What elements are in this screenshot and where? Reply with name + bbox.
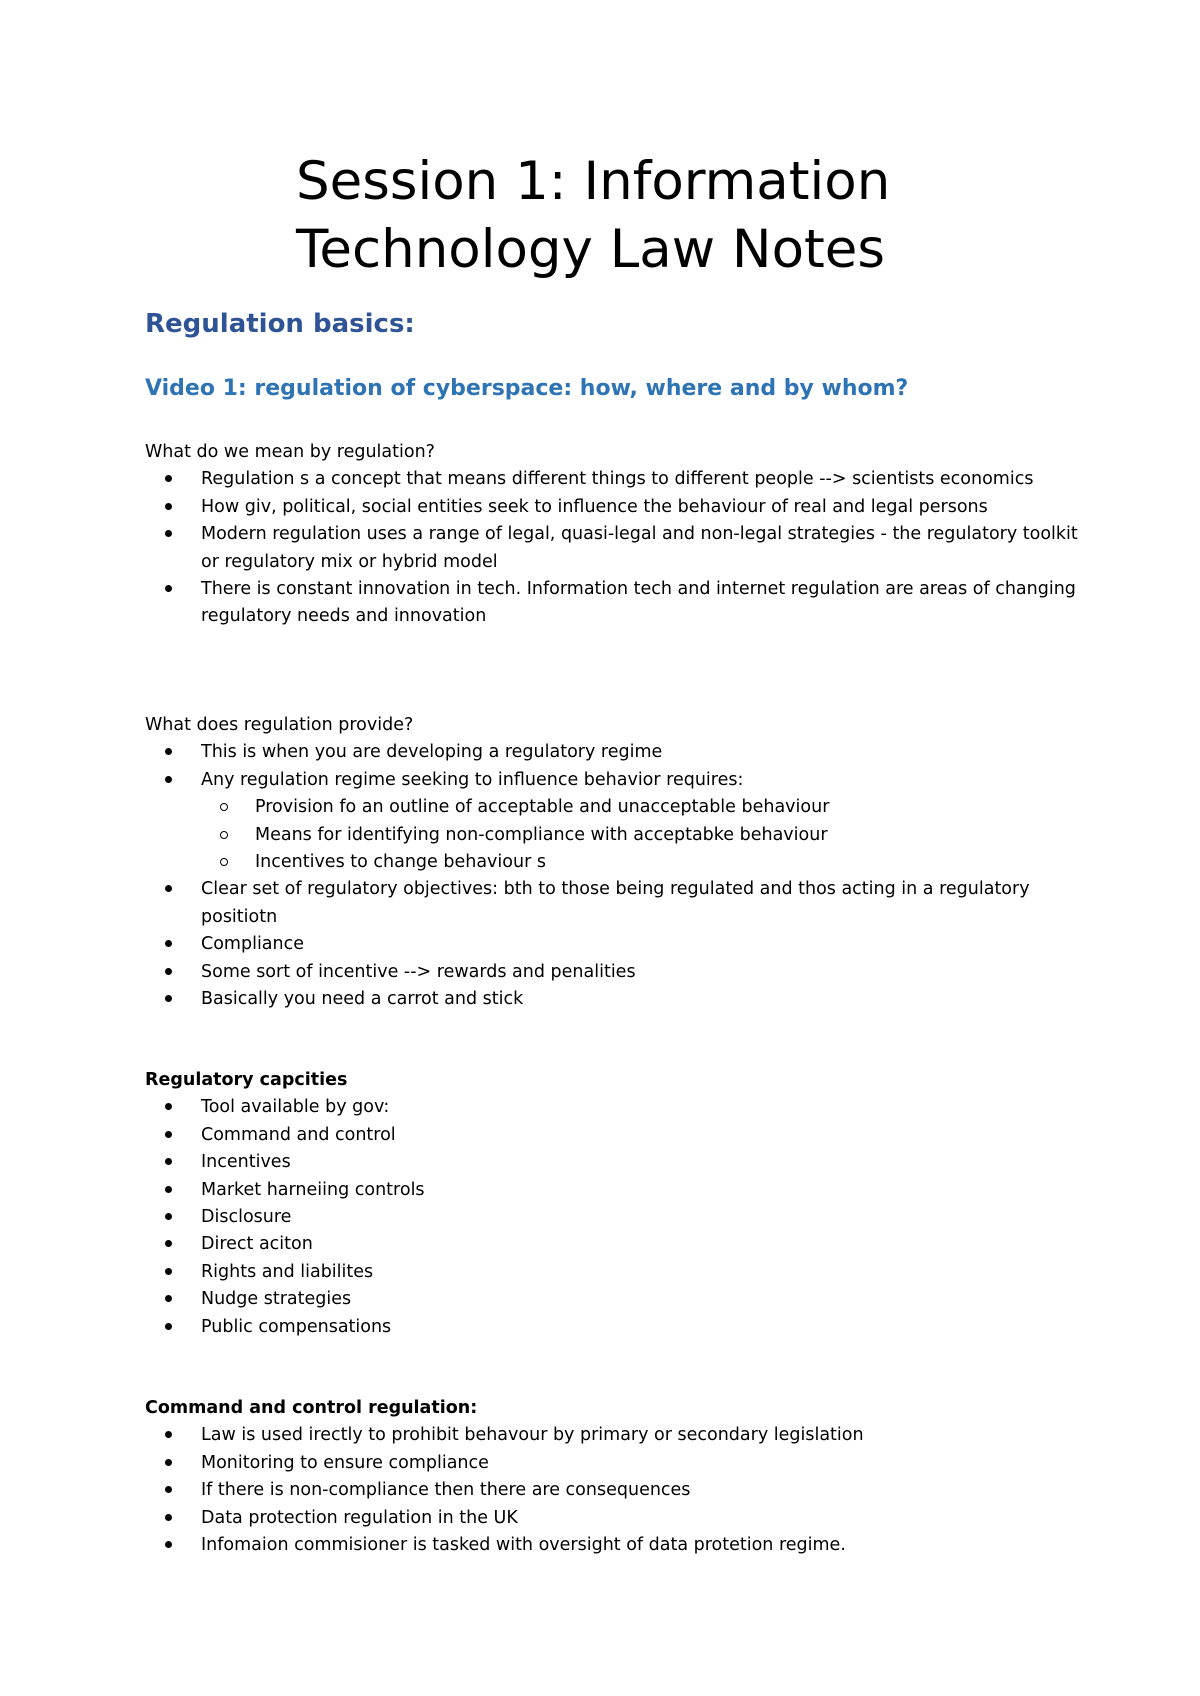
- bullet-list-regulation: [145, 466, 1085, 630]
- sub-list-item: Means for identifying non-compliance with acceptabke behaviour: [145, 822, 1085, 849]
- sub-list-item: Incentives to change behaviour s: [145, 849, 1085, 876]
- list-item: Tool available by gov:: [145, 1094, 1085, 1121]
- section-what-regulation-provides: [145, 712, 1085, 1013]
- list-item: Public compensations: [145, 1314, 1085, 1341]
- heading-video-1: Video 1: regulation of cyberspace: how, where and by whom?: [145, 376, 909, 401]
- list-item: Rights and liabilites: [145, 1259, 1085, 1286]
- list-item: Incentives: [145, 1149, 1085, 1176]
- title-line-1: Session 1: Information: [296, 151, 891, 212]
- bullet-list-provides: [145, 739, 1085, 1013]
- heading-command-and-control: Command and control regulation:: [145, 1398, 478, 1418]
- title-line-2: Technology Law Notes: [296, 219, 886, 280]
- heading-regulatory-capacities: Regulatory capcities: [145, 1070, 348, 1090]
- list-item: Clear set of regulatory objectives: bth to those being regulated and thos acting in a regulatory positiotn: [145, 876, 1085, 931]
- document-title: [296, 148, 996, 284]
- list-item: Data protection regulation in the UK: [145, 1505, 1085, 1532]
- list-item-text: Any regulation regime seeking to influence behavior requires:: [201, 769, 744, 790]
- list-item: Basically you need a carrot and stick: [145, 986, 1085, 1013]
- list-item: Market harneiing controls: [145, 1177, 1085, 1204]
- bullet-list-capacities: [145, 1094, 1085, 1341]
- list-item: Modern regulation uses a range of legal, quasi-legal and non-legal strategies - the regulatory toolkit or regulatory mix or hybrid model: [145, 521, 1085, 576]
- list-item: There is constant innovation in tech. Information tech and internet regulation are areas of changing regulatory needs and innovation: [145, 576, 1085, 631]
- list-item: Disclosure: [145, 1204, 1085, 1231]
- section-regulatory-capacities: [145, 1067, 1085, 1341]
- sub-bullet-list: [145, 794, 1085, 876]
- section-command-and-control: [145, 1395, 1085, 1559]
- bullet-list-command-control: [145, 1422, 1085, 1559]
- section-what-is-regulation: [145, 439, 1085, 631]
- sub-list-item: Provision fo an outline of acceptable and unacceptable behaviour: [145, 794, 1085, 821]
- question-what-regulation-provides: What does regulation provide?: [145, 715, 414, 735]
- list-item: Compliance: [145, 931, 1085, 958]
- list-item: Nudge strategies: [145, 1286, 1085, 1313]
- list-item: Direct aciton: [145, 1231, 1085, 1258]
- list-item: Command and control: [145, 1122, 1085, 1149]
- list-item: Regulation s a concept that means different things to different people --> scientists economics: [145, 466, 1085, 493]
- question-what-is-regulation: What do we mean by regulation?: [145, 442, 435, 462]
- heading-regulation-basics: Regulation basics:: [145, 309, 415, 339]
- list-item: This is when you are developing a regulatory regime: [145, 739, 1085, 766]
- list-item: Infomaion commisioner is tasked with oversight of data protetion regime.: [145, 1532, 1085, 1559]
- list-item: Some sort of incentive --> rewards and penalities: [145, 959, 1085, 986]
- list-item: If there is non-compliance then there are consequences: [145, 1477, 1085, 1504]
- list-item: [145, 767, 1085, 877]
- list-item: Law is used irectly to prohibit behavour by primary or secondary legislation: [145, 1422, 1085, 1449]
- list-item: Monitoring to ensure compliance: [145, 1450, 1085, 1477]
- list-item: How giv, political, social entities seek to influence the behaviour of real and legal persons: [145, 494, 1085, 521]
